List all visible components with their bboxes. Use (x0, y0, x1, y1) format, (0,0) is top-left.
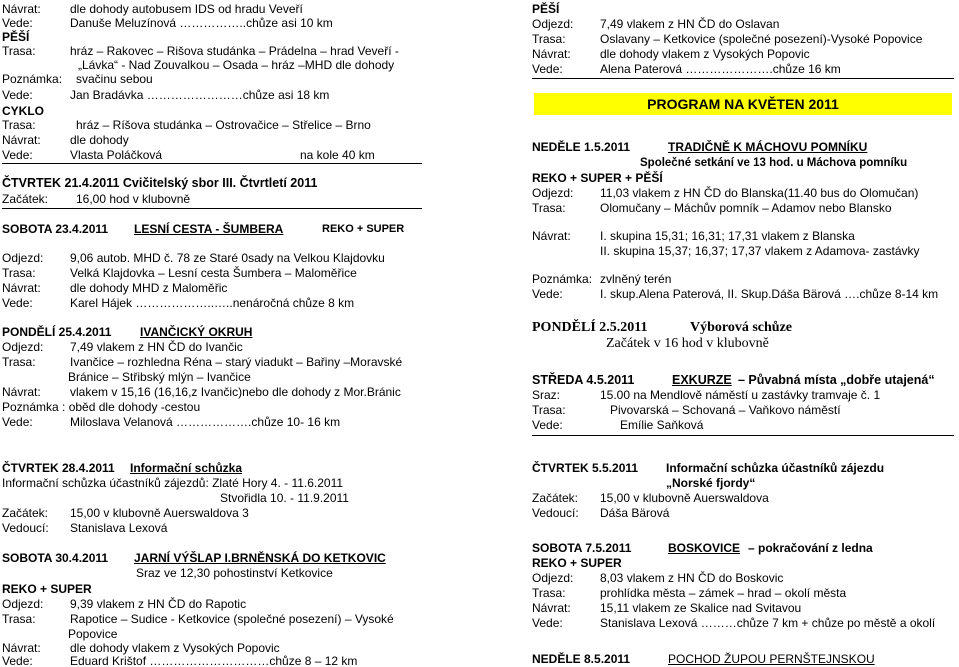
label: Poznámka: (532, 272, 593, 286)
value: 7,49 vlakem z HN ČD do Ivančic (70, 340, 243, 354)
label: Vede: (532, 62, 563, 76)
value: Stanislava Lexová (70, 521, 168, 535)
label: Začátek: (2, 192, 49, 206)
value: Pivovarská – Schovaná – Vaňkovo náměstí (610, 403, 841, 417)
label: Vede: (532, 616, 563, 630)
value: Alena Paterová ………………….chůze 16 km (600, 62, 841, 76)
value: hráz – Rakovec – Rišova studánka – Prádelna – hrad Veveří - (70, 44, 399, 58)
value: Olomučany – Máchův pomník – Adamov nebo Blansko (600, 201, 892, 215)
event-tag: REKO + SUPER + PĚŠÍ (532, 171, 663, 185)
value: dle dohody (70, 133, 129, 147)
event-title-rest: – Půvabná místa „dobře utajená“ (738, 373, 935, 387)
event-tag: REKO + SUPER (322, 223, 405, 235)
event-title: LESNÍ CESTA - ŠUMBERA (134, 222, 284, 236)
event-date: STŘEDA 4.5.2011 (532, 373, 635, 387)
event-title: Informační schůzka (130, 461, 243, 475)
value: II. skupina 15,37; 16,37; 17,37 vlakem z Adamova- zastávky (600, 244, 920, 258)
value: Popovice (68, 627, 118, 641)
label: Trasa: (2, 118, 36, 132)
value: Danuše Meluzínová ……………..chůze asi 10 km (70, 16, 333, 30)
value: vlakem v 15,16 (16,16,z Ivančic)nebo dle dohody z Mor.Bránic (70, 385, 401, 399)
label: Trasa: (532, 201, 566, 215)
divider (532, 435, 954, 436)
label: Vede: (2, 654, 33, 667)
event-date: NEDĚLE 8.5.2011 (532, 652, 631, 666)
value: Jan Bradávka ……………………chůze asi 18 km (70, 88, 330, 102)
value: zvlněný terén (600, 272, 672, 286)
event-title: Výborová schůze (690, 320, 793, 335)
subtitle: Sraz ve 12,30 pohostinství Ketkovice (136, 566, 333, 580)
event-date: PONDĚLÍ 25.4.2011 (2, 325, 112, 339)
section-heading: CYKLO (2, 104, 44, 118)
event-title: IVANČICKÝ OKRUH (140, 325, 253, 339)
divider (2, 208, 422, 209)
section-heading: PĚŠÍ (532, 2, 560, 16)
value: Vlasta Poláčková (70, 148, 163, 162)
value: 15.00 na Mendlově náměstí u zastávky tramvaje č. 1 (600, 388, 881, 402)
value: 15,00 v klubovně Auerswaldova (600, 491, 769, 505)
event-title: POCHOD ŽUPOU PERNŠTEJNSKOU (668, 652, 875, 666)
event-title-rest: – pokračování z ledna (748, 541, 873, 555)
label: Odjezd: (2, 597, 44, 611)
value: „Lávka“ - Nad Zouvalkou – Osada – hráz –MHD dle dohody (78, 58, 395, 72)
event-title: JARNÍ VÝŠLAP I.BRNĚNSKÁ DO KETKOVIC (134, 551, 386, 565)
event-title: „Norské fjordy“ (666, 476, 756, 490)
value: I. skup.Alena Paterová, II. Skup.Dáša Bärová ….chůze 8-14 km (600, 287, 939, 301)
label: Vede: (2, 16, 33, 30)
label: Návrat: (532, 229, 571, 243)
value: Oslavany – Ketkovice (společné posezení)-Vysoké Popovice (600, 32, 923, 46)
value: Eduard Krištof …………………………chůze 8 – 12 km (70, 654, 358, 667)
value: na kole 40 km (300, 148, 375, 162)
value: 9,39 vlakem z HN ČD do Rapotic (70, 597, 247, 611)
event-title: BOSKOVICE (668, 541, 741, 555)
divider (2, 163, 422, 164)
event-tag: REKO + SUPER (532, 556, 622, 570)
subtitle: Společné setkání ve 13 hod. u Máchova pomníku (640, 157, 908, 169)
label: Odjezd: (2, 340, 44, 354)
value: 15,11 vlakem ze Skalice nad Svitavou (600, 601, 802, 615)
label: Odjezd: (2, 251, 44, 265)
value: Informační schůzka účastníků zájezdů: Zlaté Hory 4. - 11.6.2011 (2, 476, 344, 490)
event-date: ČTVRTEK 5.5.2011 (532, 461, 639, 475)
label: Vedoucí: (2, 521, 49, 535)
label: Trasa: (2, 612, 36, 626)
value: I. skupina 15,31; 16,31; 17,31 vlakem z Blanska (600, 229, 855, 243)
divider (532, 78, 954, 79)
label: Trasa: (2, 44, 36, 58)
label: Návrat: (2, 281, 41, 295)
value: Stvořidla 10. - 11.9.2011 (220, 491, 349, 505)
label: Odjezd: (532, 17, 574, 31)
event-tag: REKO + SUPER (2, 582, 92, 596)
label: Odjezd: (532, 186, 574, 200)
value: Stanislava Lexová ………chůze 7 km + chůze po městě a okolí (600, 616, 936, 630)
subtitle: Začátek v 16 hod v klubovně (606, 336, 769, 351)
value: 8,03 vlakem z HN ČD do Boskovic (600, 571, 784, 585)
label: Trasa: (2, 355, 36, 369)
value: 16,00 hod v klubovně (76, 192, 191, 206)
event-title: EXKURZE (672, 373, 732, 387)
value: Poznámka : oběd dle dohody -cestou (2, 400, 201, 414)
value: dle dohody autobusem IDS od hradu Veveří (70, 2, 303, 16)
label: Vede: (532, 287, 563, 301)
value: dle dohody vlakem z Vysokých Popovic (600, 47, 810, 61)
event-title: Informační schůzka účastníků zájezdu (666, 461, 885, 475)
label: Návrat: (2, 385, 41, 399)
label: Vede: (2, 148, 33, 162)
event-date: PONDĚLÍ 2.5.2011 (532, 320, 648, 335)
program-banner: PROGRAM NA KVĚTEN 2011 (534, 93, 952, 115)
value: dle dohody vlakem z Vysokých Popovic (70, 641, 280, 655)
label: Trasa: (532, 586, 566, 600)
value: 7,49 vlakem z HN ČD do Oslavan (600, 17, 780, 31)
label: Začátek: (532, 491, 579, 505)
value: Karel Hájek ………………..…..nenáročná chůze 8 km (70, 296, 355, 310)
label: Poznámka: (2, 72, 63, 86)
label: Vede: (2, 296, 33, 310)
event-date: NEDĚLE 1.5.2011 (532, 140, 631, 154)
value: Bránice – Střibský mlýn – Ivančice (68, 370, 251, 384)
label: Vedoucí: (532, 506, 579, 520)
label: Začátek: (2, 506, 49, 520)
label: Odjezd: (532, 571, 574, 585)
label: Trasa: (2, 266, 36, 280)
event-heading: ČTVRTEK 21.4.2011 Cvičitelský sbor III. Čtvrtletí 2011 (2, 176, 318, 190)
label: Trasa: (532, 403, 566, 417)
value: Ivančice – rozhledna Réna – starý viadukt – Bařiny –Moravské (70, 355, 403, 369)
label: Vede: (2, 415, 33, 429)
event-date: SOBOTA 23.4.2011 (2, 222, 109, 236)
value: dle dohody MHD z Maloměřic (70, 281, 228, 295)
value: hráz – Ríšova studánka – Ostrovačice – Střelice – Brno (76, 118, 371, 132)
event-date: SOBOTA 7.5.2011 (532, 541, 632, 555)
value: Rapotice – Sudice - Ketkovice (společné posezení) – Vysoké (70, 612, 394, 626)
event-date: SOBOTA 30.4.2011 (2, 551, 109, 565)
label: Návrat: (2, 133, 41, 147)
label: Návrat: (2, 2, 41, 16)
value: Emílie Saňková (620, 418, 704, 432)
label: Návrat: (532, 47, 571, 61)
label: Návrat: (2, 641, 41, 655)
value: 11,03 vlakem z HN ČD do Blanska(11.40 bus do Olomučan) (600, 186, 919, 200)
label: Sraz: (532, 388, 561, 402)
value: Dáša Bärová (600, 506, 670, 520)
value: 9,06 autob. MHD č. 78 ze Staré 0sady na Velkou Klajdovku (70, 251, 385, 265)
event-title: TRADIČNĚ K MÁCHOVU POMNÍKU (668, 140, 868, 154)
event-date: ČTVRTEK 28.4.2011 (2, 461, 115, 475)
value: prohlídka města – zámek – hrad – okolí města (600, 586, 847, 600)
label: Vede: (2, 88, 33, 102)
label: Návrat: (532, 601, 571, 615)
value: 15,00 v klubovně Auerswaldova 3 (70, 506, 249, 520)
value: Miloslava Velanová ……………….chůze 10- 16 km (70, 415, 341, 429)
section-heading: PĚŠÍ (2, 30, 30, 44)
value: Velká Klajdovka – Lesní cesta Šumbera – Maloměřice (70, 266, 357, 280)
label: Trasa: (532, 32, 566, 46)
value: svačinu sebou (76, 72, 153, 86)
label: Vede: (532, 418, 563, 432)
